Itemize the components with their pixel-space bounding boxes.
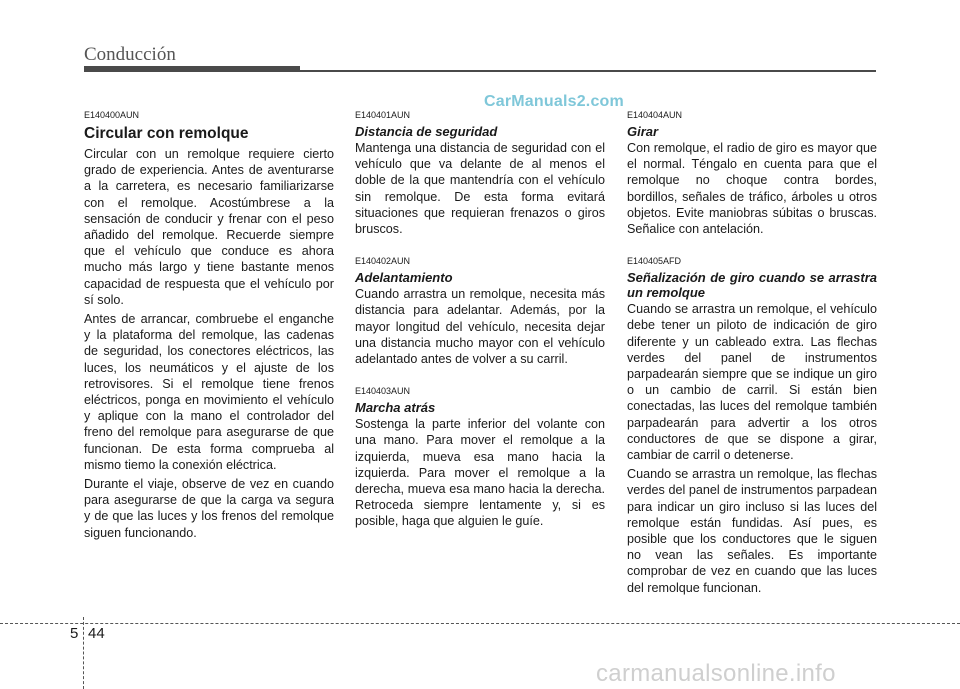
footer-rule <box>0 623 960 624</box>
paragraph: Con remolque, el radio de giro es mayor que el normal. Téngalo en cuenta para que el remolque no choque contra bordes, bordillos, señales de tráfico, árboles u otros objetos. Evite maniobras súbitas o bruscas. Señalice con antelación. <box>627 141 877 237</box>
paragraph: Sostenga la parte inferior del volante con una mano. Para mover el remolque a la izquierda, mueva esa mano hacia la izquierda. Para mover el remolque a la derecha, mueva esa mano hacia la derecha. Retroceda siempre lentamente y, si es posible, haga que alguien le guíe. <box>355 417 605 529</box>
watermark-carmanualsonline: carmanualsonline.info <box>596 660 836 687</box>
section-code: E140404AUN <box>627 110 683 120</box>
section-code: E140402AUN <box>355 256 411 267</box>
paragraph: Cuando se arrastra un remolque, las flechas verdes del panel de instrumentos parpadean para indicar un giro incluso si las luces del remolque están fundidas. Así pues, es posible que los conductores que le siguen no vean las señales. Es importante comprobar de vez en cuando que las luces del remolque funcionan. <box>627 467 877 595</box>
section-senalizacion <box>627 256 877 596</box>
paragraph: Cuando arrastra un remolque, necesita más distancia para adelantar. Además, por la mayor longitud del vehículo, necesita dejar una distancia mucho mayor con el vehículo adelantado antes de volver a su carril. <box>355 287 605 367</box>
paragraph: Cuando se arrastra un remolque, el vehículo debe tener un piloto de indicación de giro diferente y un cableado extra. Las flechas verdes del panel de instrumentos parpadearán siempre que se indique un giro o un cambio de carril. Si están bien conectadas, las luces del remolque también parpadearán para advertir a los otros conductores de que se dispone a girar, cambiar de carril o detenerse. <box>627 302 877 463</box>
chapter-title: Conducción <box>84 44 176 65</box>
paragraph: Antes de arrancar, combruebe el enganche y la plataforma del remolque, las cadenas de seguridad, los conectores eléctricos, las luces, los neumáticos y el ajuste de los retrovisores. Si el remolque tiene frenos eléctricos, ponga en movimiento el vehículo y aplique con la mano el controlador del freno del remolque para asegurarse de que funcionan. De esta forma comprueba al mismo tiemo la conexión eléctrica. <box>84 312 334 472</box>
paragraph: Mantenga una distancia de seguridad con el vehículo que va delante de al menos el doble de la que mantendría con el vehículo sin remolque. De esta forma evitará situaciones que requieran frenazos o giros bruscos. <box>355 141 605 237</box>
footer-divider <box>83 617 84 689</box>
header-rule-thin <box>300 70 876 72</box>
section-heading: Distancia de seguridad <box>355 124 498 139</box>
section-code: E140405AFD <box>627 256 682 267</box>
section-distancia <box>355 110 605 237</box>
column-2 <box>355 110 605 533</box>
section-code: E140403AUN <box>355 386 411 397</box>
page-number: 44 <box>88 625 105 642</box>
section-code: E140401AUN <box>355 110 411 120</box>
section-adelantamiento <box>355 256 605 367</box>
section-heading: Señalización de giro cuando se arrastra un remolque <box>627 270 877 301</box>
header-rule-thick <box>84 66 300 72</box>
section-girar <box>627 110 877 237</box>
section-heading: Girar <box>627 124 659 139</box>
paragraph: Circular con un remolque requiere cierto grado de experiencia. Antes de aventurarse a la carretera, es necesario familiarizarse con el remolque. Acostúmbrese a la sensación de conducir y frenar con el peso añadido del remolque. Recuerde siempre que el vehículo que conduce es ahora mucho más largo y tiene bastante menos capacidad de respuesta que el vehículo por sí solo. <box>84 147 334 307</box>
watermark-carmanuals2: CarManuals2.com <box>484 93 624 110</box>
section-heading: Circular con remolque <box>84 125 249 142</box>
section-code: E140400AUN <box>84 110 140 120</box>
paragraph: Durante el viaje, observe de vez en cuando para asegurarse de que la carga va segura y de que las luces y los frenos del remolque siguen funcionando. <box>84 477 334 540</box>
column-3 <box>627 110 877 599</box>
section-heading: Marcha atrás <box>355 400 436 416</box>
section-marcha-atras <box>355 386 605 529</box>
column-1 <box>84 110 334 544</box>
section-heading: Adelantamiento <box>355 270 453 286</box>
page-chapter-number: 5 <box>70 625 79 642</box>
